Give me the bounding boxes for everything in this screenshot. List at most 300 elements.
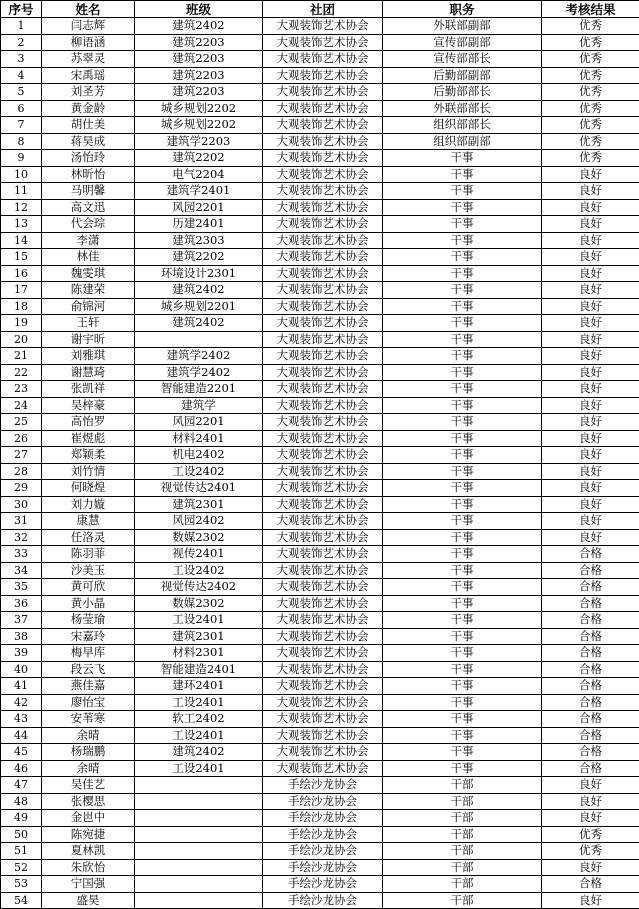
cell-result: 合格	[542, 711, 639, 728]
cell-position: 组织部副部	[383, 133, 542, 150]
cell-position: 干事	[383, 249, 542, 266]
cell-club: 大观装饰艺术协会	[263, 183, 383, 200]
cell-class: 工设2401	[135, 727, 263, 744]
cell-index: 53	[1, 876, 42, 893]
cell-club: 大观装饰艺术协会	[263, 166, 383, 183]
table-row	[1, 579, 639, 596]
cell-name: 苏翠灵	[42, 51, 135, 68]
table-row	[1, 760, 639, 777]
cell-result: 良好	[542, 298, 639, 315]
table-row	[1, 562, 639, 579]
cell-name: 任洛灵	[42, 529, 135, 546]
cell-result: 良好	[542, 463, 639, 480]
cell-result: 良好	[542, 892, 639, 909]
cell-position: 干事	[383, 529, 542, 546]
table-row	[1, 645, 639, 662]
cell-result: 合格	[542, 645, 639, 662]
cell-result: 良好	[542, 810, 639, 827]
cell-name: 谢慧琦	[42, 364, 135, 381]
cell-club: 大观装饰艺术协会	[263, 331, 383, 348]
cell-club: 大观装饰艺术协会	[263, 232, 383, 249]
cell-name: 汤怡玲	[42, 150, 135, 167]
cell-class: 建筑2402	[135, 315, 263, 332]
table-row	[1, 34, 639, 51]
cell-result: 合格	[542, 579, 639, 596]
cell-name: 余晴	[42, 727, 135, 744]
cell-position: 干事	[383, 513, 542, 530]
cell-position: 干事	[383, 546, 542, 563]
cell-class: 建筑2202	[135, 150, 263, 167]
cell-name: 柳语涵	[42, 34, 135, 51]
cell-name: 刘圣芳	[42, 84, 135, 101]
table-row	[1, 414, 639, 431]
cell-class: 城乡规划2202	[135, 100, 263, 117]
table-row	[1, 744, 639, 761]
cell-class: 建筑学2402	[135, 364, 263, 381]
cell-club: 大观装饰艺术协会	[263, 480, 383, 497]
table-row	[1, 216, 639, 233]
cell-class	[135, 793, 263, 810]
cell-position: 干事	[383, 381, 542, 398]
cell-class: 工设2401	[135, 612, 263, 629]
cell-result: 合格	[542, 727, 639, 744]
cell-club: 大观装饰艺术协会	[263, 199, 383, 216]
cell-club: 大观装饰艺术协会	[263, 51, 383, 68]
cell-result: 良好	[542, 282, 639, 299]
cell-club: 大观装饰艺术协会	[263, 117, 383, 134]
cell-name: 宁国强	[42, 876, 135, 893]
cell-position: 干事	[383, 727, 542, 744]
cell-class	[135, 777, 263, 794]
table-row	[1, 727, 639, 744]
cell-name: 马明馨	[42, 183, 135, 200]
table-row	[1, 628, 639, 645]
cell-index: 6	[1, 100, 42, 117]
cell-class: 风园2201	[135, 199, 263, 216]
cell-position: 干事	[383, 216, 542, 233]
cell-class	[135, 810, 263, 827]
cell-index: 39	[1, 645, 42, 662]
cell-club: 大观装饰艺术协会	[263, 694, 383, 711]
cell-class: 软工2402	[135, 711, 263, 728]
header-result: 考核结果	[542, 1, 639, 18]
cell-club: 大观装饰艺术协会	[263, 133, 383, 150]
cell-class: 工设2401	[135, 760, 263, 777]
cell-result: 合格	[542, 678, 639, 695]
cell-club: 大观装饰艺术协会	[263, 100, 383, 117]
cell-result: 优秀	[542, 117, 639, 134]
cell-index: 45	[1, 744, 42, 761]
cell-position: 干事	[383, 678, 542, 695]
cell-result: 优秀	[542, 150, 639, 167]
table-row	[1, 694, 639, 711]
cell-club: 大观装饰艺术协会	[263, 298, 383, 315]
cell-position: 干事	[383, 430, 542, 447]
cell-result: 良好	[542, 480, 639, 497]
cell-class: 建筑2402	[135, 18, 263, 35]
cell-club: 大观装饰艺术协会	[263, 496, 383, 513]
cell-class: 城乡规划2202	[135, 117, 263, 134]
cell-position: 干事	[383, 315, 542, 332]
cell-index: 9	[1, 150, 42, 167]
cell-class: 历建2401	[135, 216, 263, 233]
cell-class	[135, 331, 263, 348]
cell-class: 机电2402	[135, 447, 263, 464]
header-position: 职务	[383, 1, 542, 18]
table-row	[1, 777, 639, 794]
cell-club: 大观装饰艺术协会	[263, 727, 383, 744]
cell-name: 李潇	[42, 232, 135, 249]
cell-position: 干事	[383, 199, 542, 216]
cell-name: 林佳	[42, 249, 135, 266]
cell-position: 干事	[383, 364, 542, 381]
cell-result: 良好	[542, 265, 639, 282]
cell-name: 胡仕美	[42, 117, 135, 134]
cell-index: 1	[1, 18, 42, 35]
cell-name: 刘雅琪	[42, 348, 135, 365]
cell-result: 良好	[542, 430, 639, 447]
cell-name: 燕佳嘉	[42, 678, 135, 695]
cell-club: 大观装饰艺术协会	[263, 67, 383, 84]
cell-result: 良好	[542, 331, 639, 348]
cell-club: 手绘沙龙协会	[263, 843, 383, 860]
cell-index: 7	[1, 117, 42, 134]
cell-position: 组织部部长	[383, 117, 542, 134]
cell-result: 优秀	[542, 34, 639, 51]
cell-result: 良好	[542, 381, 639, 398]
cell-position: 干事	[383, 661, 542, 678]
cell-class: 数媒2302	[135, 595, 263, 612]
cell-index: 10	[1, 166, 42, 183]
cell-club: 大观装饰艺术协会	[263, 562, 383, 579]
cell-index: 22	[1, 364, 42, 381]
cell-name: 盛昊	[42, 892, 135, 909]
cell-index: 52	[1, 859, 42, 876]
cell-index: 11	[1, 183, 42, 200]
cell-name: 张樱思	[42, 793, 135, 810]
cell-position: 干事	[383, 282, 542, 299]
cell-result: 良好	[542, 447, 639, 464]
cell-result: 良好	[542, 183, 639, 200]
table-row	[1, 67, 639, 84]
table-row	[1, 793, 639, 810]
table-row	[1, 348, 639, 365]
cell-club: 大观装饰艺术协会	[263, 282, 383, 299]
cell-position: 干事	[383, 562, 542, 579]
cell-name: 宋禹瑶	[42, 67, 135, 84]
table-row	[1, 150, 639, 167]
cell-class: 视觉传达2401	[135, 480, 263, 497]
cell-index: 26	[1, 430, 42, 447]
cell-index: 36	[1, 595, 42, 612]
cell-club: 大观装饰艺术协会	[263, 628, 383, 645]
cell-name: 余晴	[42, 760, 135, 777]
cell-class: 材料2301	[135, 645, 263, 662]
header-name: 姓名	[42, 1, 135, 18]
cell-name: 林昕怡	[42, 166, 135, 183]
cell-class: 建筑学	[135, 397, 263, 414]
cell-class: 建筑2301	[135, 628, 263, 645]
table-row	[1, 100, 639, 117]
table-row	[1, 265, 639, 282]
table-row	[1, 249, 639, 266]
cell-class: 工设2401	[135, 694, 263, 711]
cell-club: 大观装饰艺术协会	[263, 711, 383, 728]
cell-club: 大观装饰艺术协会	[263, 579, 383, 596]
cell-result: 优秀	[542, 133, 639, 150]
cell-index: 37	[1, 612, 42, 629]
cell-result: 合格	[542, 546, 639, 563]
cell-index: 33	[1, 546, 42, 563]
cell-club: 大观装饰艺术协会	[263, 150, 383, 167]
cell-name: 刘力嫙	[42, 496, 135, 513]
cell-result: 良好	[542, 414, 639, 431]
cell-club: 大观装饰艺术协会	[263, 381, 383, 398]
cell-index: 16	[1, 265, 42, 282]
cell-result: 良好	[542, 513, 639, 530]
table-row	[1, 529, 639, 546]
cell-result: 合格	[542, 612, 639, 629]
table-row	[1, 282, 639, 299]
cell-index: 13	[1, 216, 42, 233]
cell-class: 建筑2303	[135, 232, 263, 249]
cell-name: 黄金龄	[42, 100, 135, 117]
cell-position: 外联部部长	[383, 100, 542, 117]
cell-index: 40	[1, 661, 42, 678]
cell-class: 数媒2302	[135, 529, 263, 546]
cell-result: 良好	[542, 793, 639, 810]
cell-club: 大观装饰艺术协会	[263, 364, 383, 381]
cell-result: 良好	[542, 529, 639, 546]
cell-club: 手绘沙龙协会	[263, 793, 383, 810]
cell-result: 优秀	[542, 84, 639, 101]
cell-position: 干事	[383, 579, 542, 596]
cell-class: 建筑2203	[135, 84, 263, 101]
cell-class: 视觉传达2402	[135, 579, 263, 596]
table-row	[1, 117, 639, 134]
cell-club: 手绘沙龙协会	[263, 859, 383, 876]
table-row	[1, 496, 639, 513]
cell-name: 高怡罗	[42, 414, 135, 431]
cell-position: 干部	[383, 777, 542, 794]
table-row	[1, 661, 639, 678]
cell-index: 15	[1, 249, 42, 266]
cell-result: 优秀	[542, 51, 639, 68]
cell-position: 干事	[383, 612, 542, 629]
table-row	[1, 513, 639, 530]
cell-club: 手绘沙龙协会	[263, 892, 383, 909]
cell-position: 干事	[383, 331, 542, 348]
cell-position: 干事	[383, 711, 542, 728]
cell-name: 何晓煌	[42, 480, 135, 497]
cell-index: 43	[1, 711, 42, 728]
cell-name: 魏雯琪	[42, 265, 135, 282]
cell-club: 大观装饰艺术协会	[263, 265, 383, 282]
table-row	[1, 364, 639, 381]
cell-club: 大观装饰艺术协会	[263, 645, 383, 662]
table-row	[1, 595, 639, 612]
cell-name: 吴梓豪	[42, 397, 135, 414]
cell-name: 刘竹情	[42, 463, 135, 480]
cell-class: 建筑2402	[135, 282, 263, 299]
cell-name: 谢宇昕	[42, 331, 135, 348]
cell-club: 大观装饰艺术协会	[263, 414, 383, 431]
cell-result: 合格	[542, 595, 639, 612]
cell-name: 夏林凯	[42, 843, 135, 860]
cell-position: 干事	[383, 744, 542, 761]
table-row	[1, 826, 639, 843]
cell-position: 干事	[383, 232, 542, 249]
table-row	[1, 133, 639, 150]
cell-result: 优秀	[542, 826, 639, 843]
header-index: 序号	[1, 1, 42, 18]
cell-club: 大观装饰艺术协会	[263, 678, 383, 695]
cell-index: 5	[1, 84, 42, 101]
cell-club: 大观装饰艺术协会	[263, 249, 383, 266]
header-club: 社团	[263, 1, 383, 18]
table-row	[1, 199, 639, 216]
cell-index: 18	[1, 298, 42, 315]
cell-index: 44	[1, 727, 42, 744]
cell-index: 34	[1, 562, 42, 579]
cell-index: 4	[1, 67, 42, 84]
cell-index: 17	[1, 282, 42, 299]
cell-index: 51	[1, 843, 42, 860]
cell-result: 良好	[542, 496, 639, 513]
cell-result: 合格	[542, 562, 639, 579]
cell-result: 优秀	[542, 18, 639, 35]
cell-class	[135, 876, 263, 893]
cell-name: 王轩	[42, 315, 135, 332]
cell-class: 视传2401	[135, 546, 263, 563]
cell-result: 合格	[542, 694, 639, 711]
table-row	[1, 678, 639, 695]
cell-result: 良好	[542, 166, 639, 183]
table-row	[1, 84, 639, 101]
cell-club: 大观装饰艺术协会	[263, 595, 383, 612]
cell-position: 干事	[383, 298, 542, 315]
cell-class: 环境设计2301	[135, 265, 263, 282]
cell-index: 21	[1, 348, 42, 365]
cell-result: 合格	[542, 744, 639, 761]
cell-result: 良好	[542, 777, 639, 794]
cell-name: 杨莹瑜	[42, 612, 135, 629]
cell-index: 49	[1, 810, 42, 827]
table-row	[1, 612, 639, 629]
table-row	[1, 183, 639, 200]
cell-club: 大观装饰艺术协会	[263, 315, 383, 332]
cell-index: 50	[1, 826, 42, 843]
cell-class: 建筑学2203	[135, 133, 263, 150]
table-row	[1, 51, 639, 68]
cell-class	[135, 892, 263, 909]
cell-result: 合格	[542, 661, 639, 678]
table-row	[1, 430, 639, 447]
cell-position: 干事	[383, 166, 542, 183]
cell-position: 干部	[383, 793, 542, 810]
cell-name: 崔煜彪	[42, 430, 135, 447]
table-row	[1, 480, 639, 497]
cell-name: 梅早库	[42, 645, 135, 662]
cell-result: 良好	[542, 397, 639, 414]
cell-position: 干事	[383, 645, 542, 662]
table-row	[1, 381, 639, 398]
cell-index: 24	[1, 397, 42, 414]
cell-result: 良好	[542, 249, 639, 266]
cell-club: 大观装饰艺术协会	[263, 34, 383, 51]
cell-name: 郑颖柔	[42, 447, 135, 464]
table-row	[1, 447, 639, 464]
cell-class	[135, 826, 263, 843]
table-row	[1, 331, 639, 348]
cell-index: 28	[1, 463, 42, 480]
cell-club: 大观装饰艺术协会	[263, 397, 383, 414]
cell-club: 手绘沙龙协会	[263, 777, 383, 794]
cell-index: 32	[1, 529, 42, 546]
cell-position: 外联部副部	[383, 18, 542, 35]
table-row	[1, 315, 639, 332]
cell-class: 材料2401	[135, 430, 263, 447]
table-row	[1, 232, 639, 249]
cell-result: 良好	[542, 348, 639, 365]
cell-class: 工设2402	[135, 562, 263, 579]
cell-name: 陈宛捷	[42, 826, 135, 843]
cell-position: 干事	[383, 480, 542, 497]
cell-class: 智能建造2201	[135, 381, 263, 398]
cell-class	[135, 859, 263, 876]
cell-result: 良好	[542, 216, 639, 233]
cell-index: 19	[1, 315, 42, 332]
cell-club: 大观装饰艺术协会	[263, 546, 383, 563]
cell-index: 20	[1, 331, 42, 348]
table-row	[1, 463, 639, 480]
cell-index: 30	[1, 496, 42, 513]
cell-club: 手绘沙龙协会	[263, 810, 383, 827]
cell-position: 干事	[383, 265, 542, 282]
cell-class: 建筑2203	[135, 34, 263, 51]
cell-club: 手绘沙龙协会	[263, 826, 383, 843]
cell-index: 41	[1, 678, 42, 695]
cell-position: 干事	[383, 447, 542, 464]
cell-result: 良好	[542, 859, 639, 876]
header-row	[1, 1, 639, 18]
table-row	[1, 18, 639, 35]
cell-result: 合格	[542, 876, 639, 893]
cell-class: 建筑2402	[135, 744, 263, 761]
cell-class: 建筑2203	[135, 51, 263, 68]
cell-position: 干事	[383, 760, 542, 777]
table-row	[1, 859, 639, 876]
cell-index: 14	[1, 232, 42, 249]
cell-index: 38	[1, 628, 42, 645]
table-row	[1, 298, 639, 315]
cell-index: 27	[1, 447, 42, 464]
cell-class: 工设2402	[135, 463, 263, 480]
cell-class: 城乡规划2201	[135, 298, 263, 315]
cell-result: 优秀	[542, 67, 639, 84]
cell-club: 大观装饰艺术协会	[263, 216, 383, 233]
cell-name: 金岜中	[42, 810, 135, 827]
cell-position: 干部	[383, 843, 542, 860]
cell-class: 风园2201	[135, 414, 263, 431]
cell-class: 智能建造2401	[135, 661, 263, 678]
cell-name: 朱欣怡	[42, 859, 135, 876]
cell-name: 蒋昊成	[42, 133, 135, 150]
cell-position: 宣传部副部	[383, 34, 542, 51]
cell-name: 陈羽菲	[42, 546, 135, 563]
table-row	[1, 843, 639, 860]
cell-index: 35	[1, 579, 42, 596]
